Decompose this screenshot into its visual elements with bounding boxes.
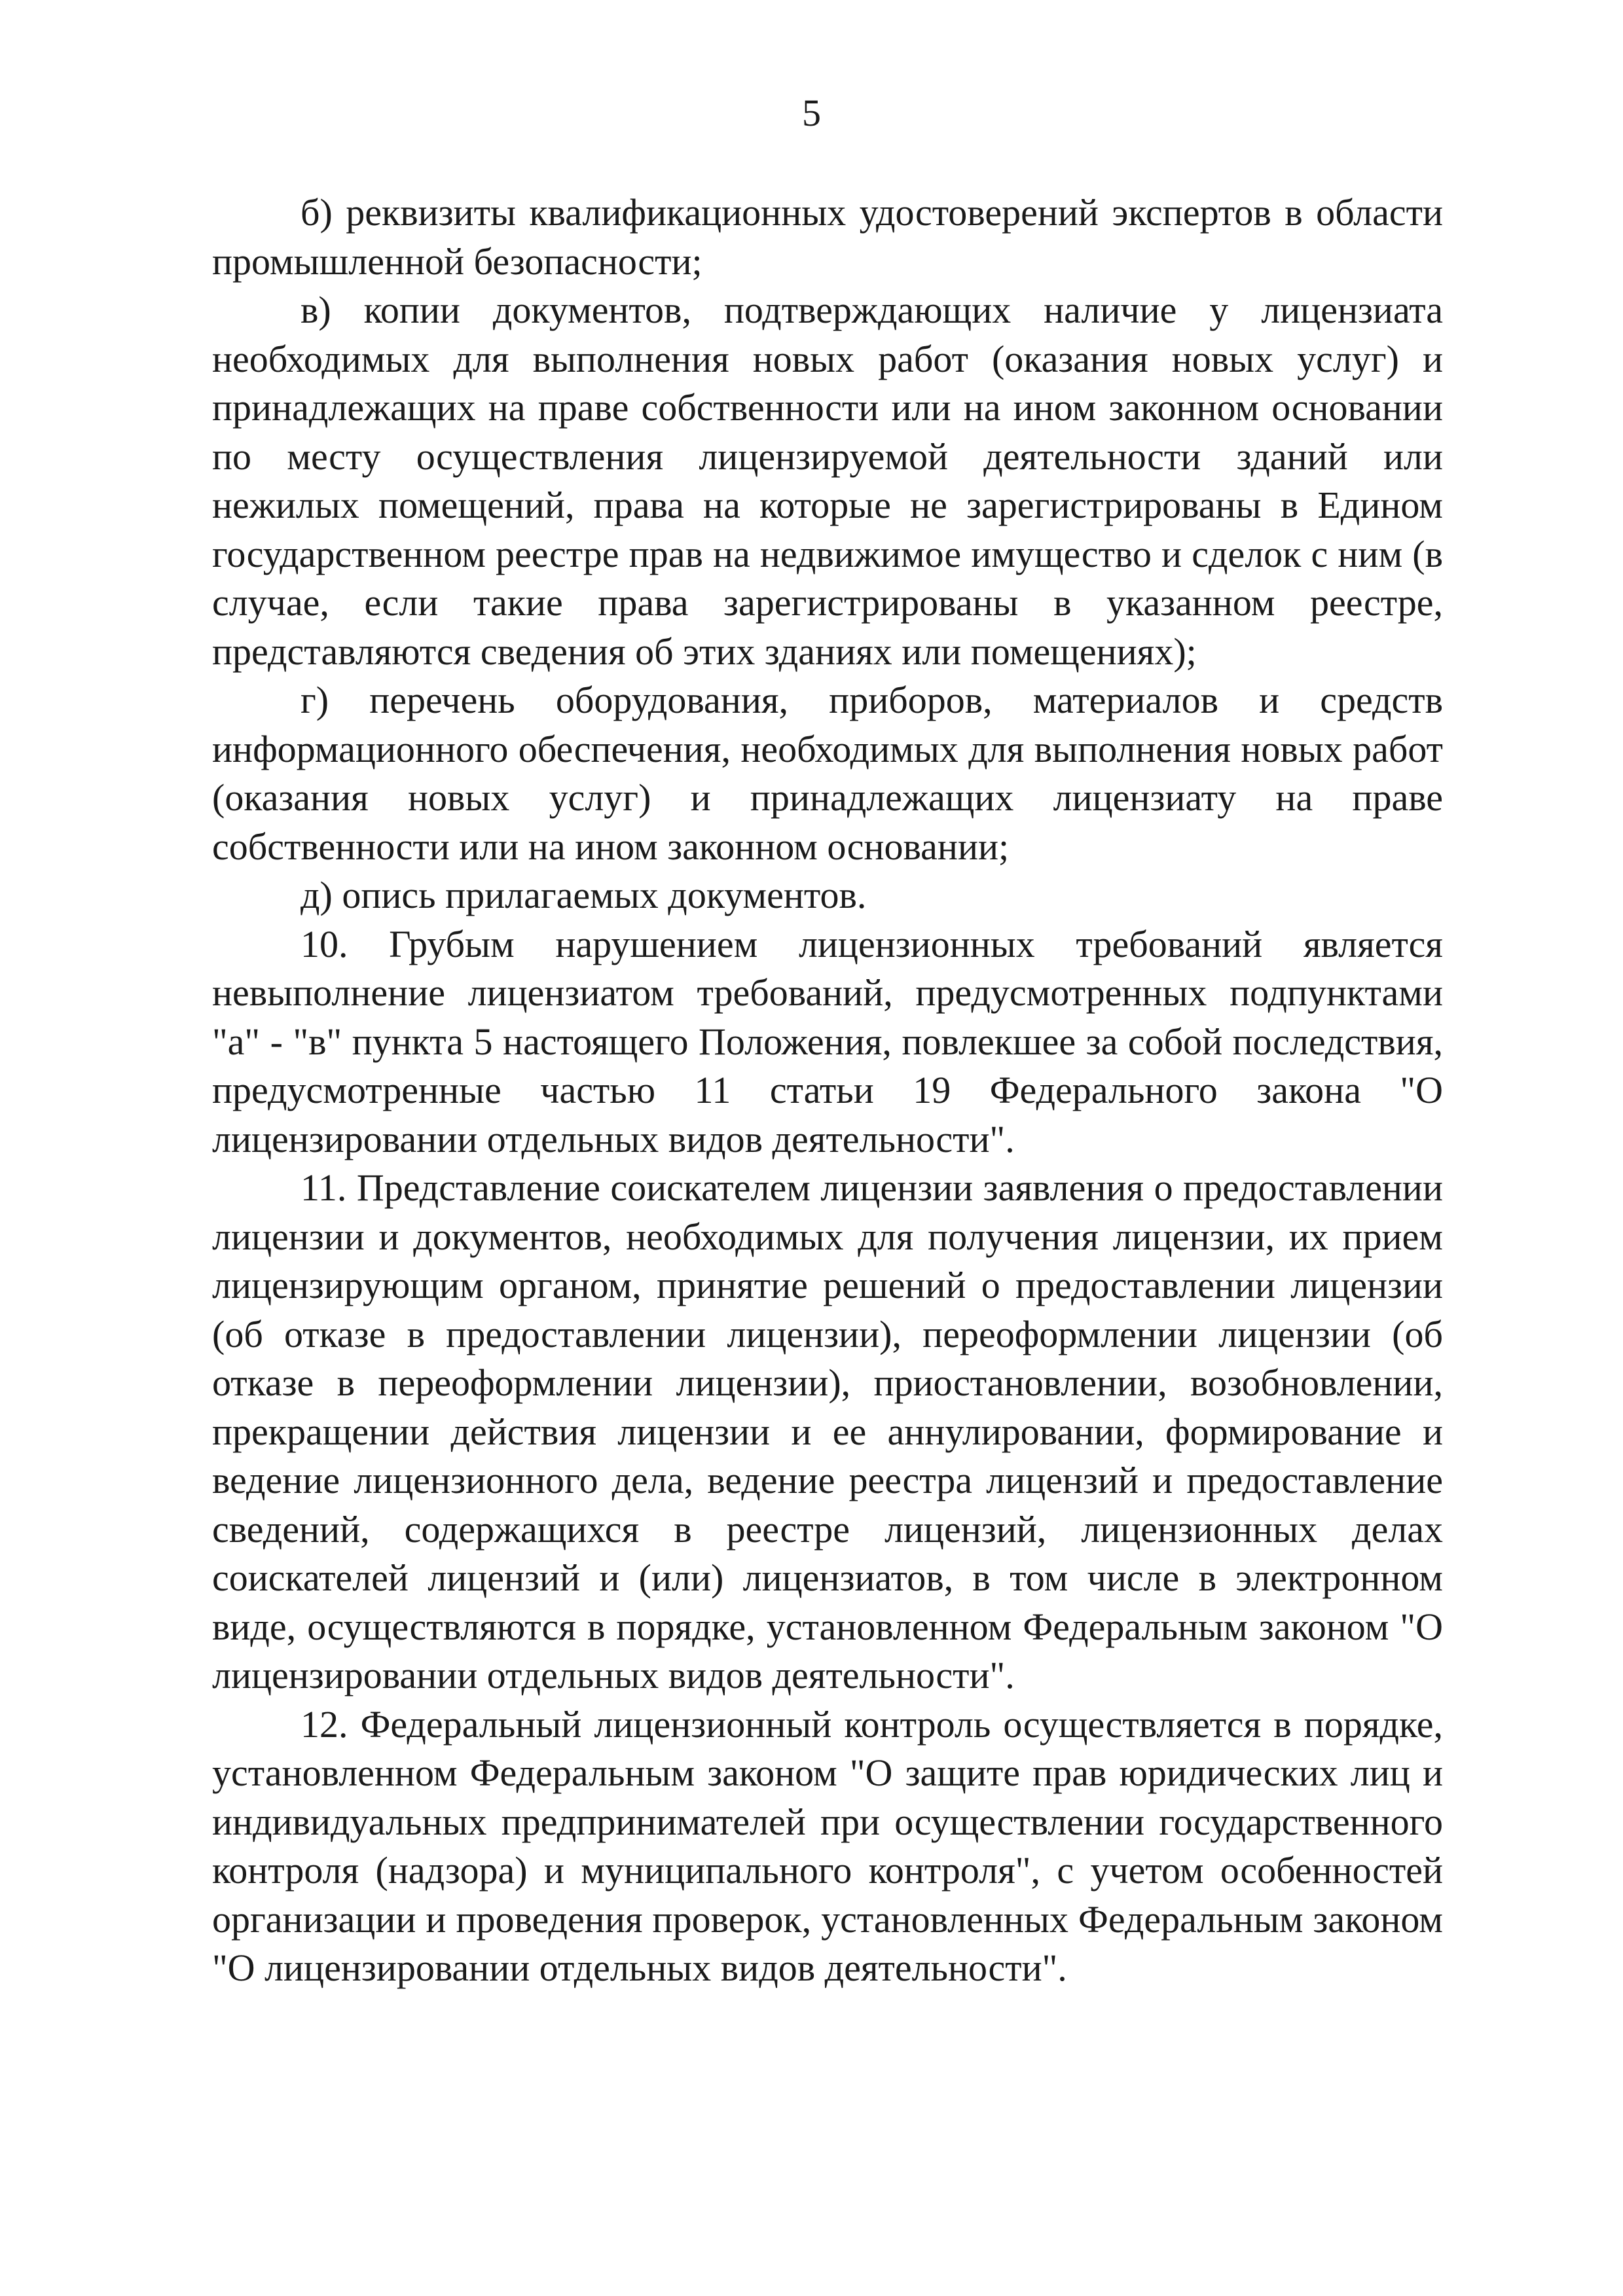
paragraph-g-equipment-list: г) перечень оборудования, приборов, материалов и средств информационного обеспечения, необходимых для выполнения новых работ (оказания новых услуг) и принадлежащих лицензиату на праве собственности или на ином законном основании; [212, 679, 1443, 868]
paragraph-12-federal-control: 12. Федеральный лицензионный контроль осуществляется в порядке, установленном Федеральным законом "О защите прав юридических лиц и индивидуальных предпринимателей при осуществлении государственного контроля (надзора) и муниципального контроля", с учетом особенностей организации и проведения проверок, установленных Федеральным законом "О лицензировании отдельных видов деятельности". [212, 1702, 1443, 1989]
paragraph-b-qualification-certificates: б) реквизиты квалификационных удостоверений экспертов в области промышленной безопасности; [212, 191, 1443, 283]
paragraph-d-document-inventory: д) опись прилагаемых документов. [301, 874, 867, 916]
paragraph-11-license-application: 11. Представление соискателем лицензии заявления о предоставлении лицензии и документов, необходимых для получения лицензии, их прием лицензирующим органом, принятие решений о предоставлении лицензии (об отказе в предоставлении лицензии), переоформлении лицензии (об отказе в переоформлении лицензии), приостановлении, возобновлении, прекращении действия лицензии и ее аннулировании, формирование и ведение лицензионного дела, ведение реестра лицензий и предоставление сведений, содержащихся в реестре лицензий, лицензионных делах соискателей лицензий и (или) лицензиатов, в том числе в электронном виде, осуществляются в порядке, установленном Федеральным законом "О лицензировании отдельных видов деятельности". [212, 1166, 1443, 1696]
paragraph-v-document-copies: в) копии документов, подтверждающих наличие у лицензиата необходимых для выполнения новых работ (оказания новых услуг) и принадлежащих на праве собственности или на ином законном основании по месту осуществления лицензируемой деятельности зданий или нежилых помещений, права на которые не зарегистрированы в Едином государственном реестре прав на недвижимое имущество и сделок с ним (в случае, если такие права зарегистрированы в указанном реестре, представляются сведения об этих зданиях или помещениях); [212, 289, 1443, 673]
page-number: 5 [802, 92, 821, 134]
paragraph-10-gross-violation: 10. Грубым нарушением лицензионных требований является невыполнение лицензиатом требований, предусмотренных подпунктами "а" - "в" пункта 5 настоящего Положения, повлекшее за собой последствия, предусмотренные частью 11 статьи 19 Федерального закона "О лицензировании отдельных видов деятельности". [212, 922, 1443, 1160]
document-body [212, 188, 1443, 1993]
